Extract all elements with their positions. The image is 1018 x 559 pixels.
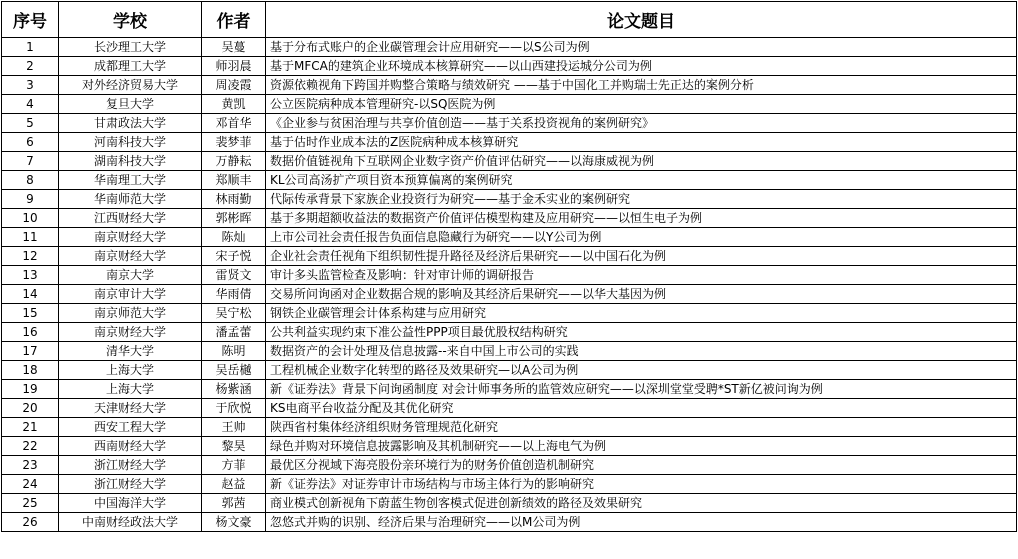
cell-school: 华南师范大学 [59, 190, 202, 209]
table-row [2, 323, 1017, 342]
cell-author: 杨文豪 [202, 513, 266, 532]
cell-no: 9 [2, 190, 59, 209]
table-row [2, 114, 1017, 133]
cell-author: 方菲 [202, 456, 266, 475]
table-row [2, 152, 1017, 171]
cell-title: 新《证券法》对证券审计市场结构与市场主体行为的影响研究 [266, 475, 1017, 494]
cell-author: 吴宁松 [202, 304, 266, 323]
table-row [2, 285, 1017, 304]
cell-title: 基于多期超额收益法的数据资产价值评估模型构建及应用研究——以恒生电子为例 [266, 209, 1017, 228]
header-row [2, 2, 1017, 38]
cell-author: 郭彬晖 [202, 209, 266, 228]
cell-title: KL公司高汤扩产项目资本预算偏离的案例研究 [266, 171, 1017, 190]
cell-no: 14 [2, 285, 59, 304]
cell-no: 12 [2, 247, 59, 266]
cell-no: 3 [2, 76, 59, 95]
cell-author: 吴岳樾 [202, 361, 266, 380]
cell-no: 10 [2, 209, 59, 228]
table-header [2, 2, 1017, 38]
cell-title: 数据价值链视角下互联网企业数字资产价值评估研究——以海康威视为例 [266, 152, 1017, 171]
cell-school: 对外经济贸易大学 [59, 76, 202, 95]
cell-no: 11 [2, 228, 59, 247]
cell-no: 1 [2, 38, 59, 57]
cell-title: 商业模式创新视角下蔚蓝生物创客模式促进创新绩效的路径及效果研究 [266, 494, 1017, 513]
table-row [2, 342, 1017, 361]
cell-school: 南京师范大学 [59, 304, 202, 323]
table-row [2, 95, 1017, 114]
cell-title: 《企业参与贫困治理与共享价值创造——基于关系投资视角的案例研究》 [266, 114, 1017, 133]
cell-title: 新《证券法》背景下问询函制度 对会计师事务所的监管效应研究——以深圳堂堂受聘*ST新亿被问询为例 [266, 380, 1017, 399]
paper-list-sheet [1, 1, 1016, 558]
table-row [2, 38, 1017, 57]
cell-title: 忽悠式并购的识别、经济后果与治理研究——以M公司为例 [266, 513, 1017, 532]
cell-author: 华雨倩 [202, 285, 266, 304]
cell-school: 成都理工大学 [59, 57, 202, 76]
cell-author: 林雨勤 [202, 190, 266, 209]
cell-school: 甘肃政法大学 [59, 114, 202, 133]
table-row [2, 190, 1017, 209]
cell-no: 19 [2, 380, 59, 399]
cell-author: 雷贤文 [202, 266, 266, 285]
cell-school: 清华大学 [59, 342, 202, 361]
table-row [2, 266, 1017, 285]
cell-school: 南京财经大学 [59, 323, 202, 342]
table-row [2, 171, 1017, 190]
cell-author: 万静耘 [202, 152, 266, 171]
cell-author: 杨紫涵 [202, 380, 266, 399]
cell-title: 公立医院病种成本管理研究-以SQ医院为例 [266, 95, 1017, 114]
cell-school: 上海大学 [59, 361, 202, 380]
cell-no: 24 [2, 475, 59, 494]
header-title: 论文题目 [266, 2, 1017, 38]
cell-title: 钢铁企业碳管理会计体系构建与应用研究 [266, 304, 1017, 323]
table-row [2, 475, 1017, 494]
cell-author: 赵益 [202, 475, 266, 494]
cell-school: 南京财经大学 [59, 228, 202, 247]
header-school: 学校 [59, 2, 202, 38]
cell-author: 于欣悦 [202, 399, 266, 418]
cell-title: KS电商平台收益分配及其优化研究 [266, 399, 1017, 418]
cell-no: 17 [2, 342, 59, 361]
cell-title: 企业社会责任视角下组织韧性提升路径及经济后果研究——以中国石化为例 [266, 247, 1017, 266]
cell-author: 王帅 [202, 418, 266, 437]
cell-author: 陈灿 [202, 228, 266, 247]
table-row [2, 133, 1017, 152]
cell-no: 13 [2, 266, 59, 285]
cell-author: 黎昊 [202, 437, 266, 456]
cell-school: 南京大学 [59, 266, 202, 285]
cell-title: 基于MFCA的建筑企业环境成本核算研究——以山西建投运城分公司为例 [266, 57, 1017, 76]
table-row [2, 57, 1017, 76]
cell-title: 工程机械企业数字化转型的路径及效果研究—以A公司为例 [266, 361, 1017, 380]
cell-title: 上市公司社会责任报告负面信息隐藏行为研究——以Y公司为例 [266, 228, 1017, 247]
cell-author: 陈明 [202, 342, 266, 361]
cell-author: 周凌霞 [202, 76, 266, 95]
table-row [2, 304, 1017, 323]
cell-school: 天津财经大学 [59, 399, 202, 418]
cell-school: 浙江财经大学 [59, 456, 202, 475]
cell-author: 潘孟蕾 [202, 323, 266, 342]
cell-no: 16 [2, 323, 59, 342]
cell-no: 21 [2, 418, 59, 437]
cell-no: 23 [2, 456, 59, 475]
cell-no: 6 [2, 133, 59, 152]
cell-school: 西南财经大学 [59, 437, 202, 456]
cell-title: 交易所问询函对企业数据合规的影响及其经济后果研究——以华大基因为例 [266, 285, 1017, 304]
cell-title: 绿色并购对环境信息披露影响及其机制研究——以上海电气为例 [266, 437, 1017, 456]
table-row [2, 247, 1017, 266]
table-row [2, 228, 1017, 247]
cell-no: 25 [2, 494, 59, 513]
cell-school: 华南理工大学 [59, 171, 202, 190]
cell-title: 数据资产的会计处理及信息披露--来自中国上市公司的实践 [266, 342, 1017, 361]
table-row [2, 361, 1017, 380]
table-row [2, 437, 1017, 456]
cell-school: 浙江财经大学 [59, 475, 202, 494]
cell-school: 中南财经政法大学 [59, 513, 202, 532]
cell-title: 基于分布式账户的企业碳管理会计应用研究——以S公司为例 [266, 38, 1017, 57]
cell-title: 资源依赖视角下跨国并购整合策略与绩效研究 ——基于中国化工并购瑞士先正达的案例分析 [266, 76, 1017, 95]
cell-no: 7 [2, 152, 59, 171]
cell-author: 邓首华 [202, 114, 266, 133]
table-row [2, 494, 1017, 513]
table-row [2, 380, 1017, 399]
cell-no: 2 [2, 57, 59, 76]
cell-title: 代际传承背景下家族企业投资行为研究——基于金禾实业的案例研究 [266, 190, 1017, 209]
cell-title: 最优区分视域下海亮股份亲环境行为的财务价值创造机制研究 [266, 456, 1017, 475]
cell-school: 西安工程大学 [59, 418, 202, 437]
cell-school: 中国海洋大学 [59, 494, 202, 513]
cell-no: 4 [2, 95, 59, 114]
cell-title: 公共利益实现约束下准公益性PPP项目最优股权结构研究 [266, 323, 1017, 342]
cell-author: 宋子悦 [202, 247, 266, 266]
cell-no: 20 [2, 399, 59, 418]
cell-no: 5 [2, 114, 59, 133]
table-row [2, 399, 1017, 418]
cell-author: 吴蔓 [202, 38, 266, 57]
cell-no: 15 [2, 304, 59, 323]
table-row [2, 456, 1017, 475]
table-row [2, 418, 1017, 437]
cell-school: 湖南科技大学 [59, 152, 202, 171]
cell-author: 黄凯 [202, 95, 266, 114]
cell-author: 裴梦菲 [202, 133, 266, 152]
cell-school: 南京审计大学 [59, 285, 202, 304]
cell-no: 18 [2, 361, 59, 380]
cell-no: 26 [2, 513, 59, 532]
table-row [2, 209, 1017, 228]
cell-title: 基于估时作业成本法的Z医院病种成本核算研究 [266, 133, 1017, 152]
cell-title: 陕西省村集体经济组织财务管理规范化研究 [266, 418, 1017, 437]
cell-school: 上海大学 [59, 380, 202, 399]
table-row [2, 76, 1017, 95]
table-row [2, 513, 1017, 532]
cell-no: 22 [2, 437, 59, 456]
header-no: 序号 [2, 2, 59, 38]
cell-school: 长沙理工大学 [59, 38, 202, 57]
cell-no: 8 [2, 171, 59, 190]
cell-school: 复旦大学 [59, 95, 202, 114]
cell-title: 审计多头监管检查及影响：针对审计师的调研报告 [266, 266, 1017, 285]
cell-school: 河南科技大学 [59, 133, 202, 152]
header-author: 作者 [202, 2, 266, 38]
cell-author: 师羽晨 [202, 57, 266, 76]
table-body [2, 38, 1017, 532]
cell-school: 江西财经大学 [59, 209, 202, 228]
cell-author: 郭茜 [202, 494, 266, 513]
paper-list-table [1, 1, 1017, 532]
cell-author: 郑顺丰 [202, 171, 266, 190]
cell-school: 南京财经大学 [59, 247, 202, 266]
